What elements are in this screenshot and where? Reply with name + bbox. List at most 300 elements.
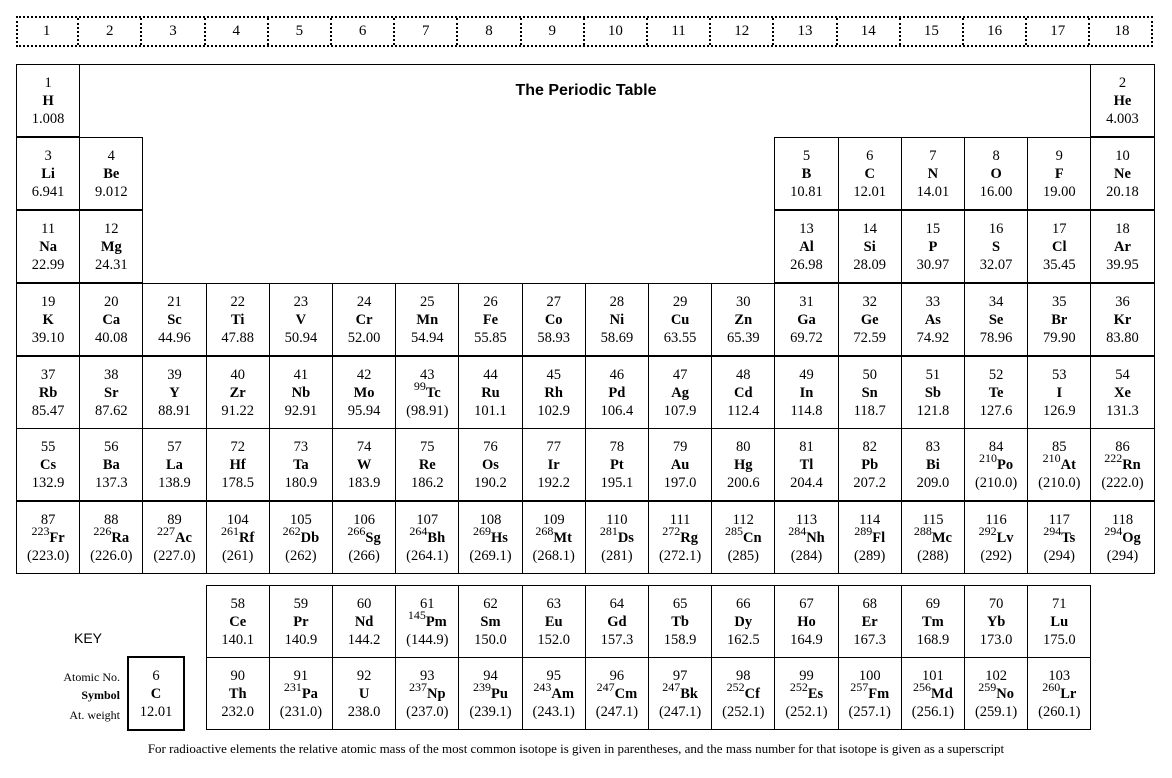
- symbol-text: Hf: [229, 456, 246, 473]
- atomic-weight: (226.0): [90, 547, 133, 564]
- atomic-weight: 35.45: [1042, 256, 1076, 273]
- element-cell-ru: [458, 356, 522, 429]
- element-symbol: [671, 311, 690, 329]
- symbol-text: U: [358, 685, 370, 702]
- symbol-text: B: [801, 165, 812, 182]
- atomic-number: 93: [420, 667, 435, 684]
- element-cell-ti: [206, 283, 270, 356]
- element-cell-ta: [269, 428, 333, 501]
- atomic-weight: (260.1): [1038, 703, 1081, 720]
- element-symbol: [231, 311, 244, 329]
- atomic-number: 51: [925, 366, 941, 383]
- atomic-weight: 197.0: [663, 474, 697, 491]
- key-weight-label: At. weight: [69, 708, 120, 722]
- atomic-number: 108: [479, 511, 502, 528]
- atomic-number: 110: [606, 511, 628, 528]
- atomic-weight: (269.1): [469, 547, 512, 564]
- element-symbol: [355, 613, 374, 631]
- atomic-weight: 162.5: [726, 631, 760, 648]
- symbol-text: Zr: [229, 384, 246, 401]
- element-symbol: [1050, 613, 1068, 631]
- element-cell-n: [901, 137, 965, 210]
- element-symbol: [734, 613, 752, 631]
- mass-number: 247: [596, 679, 615, 694]
- mass-number: 227: [157, 523, 176, 538]
- element-symbol: [662, 523, 698, 547]
- symbol-text: Cn: [743, 529, 762, 546]
- element-symbol: [928, 165, 938, 183]
- element-symbol: [797, 311, 816, 329]
- symbol-text: Ga: [797, 311, 816, 328]
- symbol-text: F: [1054, 165, 1064, 182]
- symbol-text: Fr: [49, 529, 65, 546]
- element-symbol: [987, 613, 1006, 631]
- atomic-number: 56: [104, 438, 119, 455]
- element-cell-hs: [458, 501, 522, 574]
- atomic-weight: 32.07: [979, 256, 1013, 273]
- atomic-weight: (266): [348, 547, 380, 564]
- element-cell-h: [16, 64, 80, 137]
- atomic-weight: 232.0: [221, 703, 254, 720]
- mass-number: 264: [409, 523, 428, 538]
- element-symbol: [789, 679, 824, 703]
- atomic-weight: 88.91: [158, 402, 191, 419]
- element-symbol: [850, 679, 890, 703]
- element-symbol: [167, 311, 182, 329]
- element-symbol: [1104, 450, 1141, 474]
- symbol-text: Er: [861, 613, 878, 630]
- element-symbol: [419, 456, 436, 474]
- symbol-text: Cf: [744, 685, 760, 702]
- atomic-weight: 127.6: [979, 402, 1013, 419]
- symbol-text: Al: [799, 238, 814, 255]
- element-symbol: [282, 523, 320, 547]
- symbol-text: Pr: [293, 613, 309, 630]
- element-symbol: [407, 607, 447, 631]
- element-cell-sb: [901, 356, 965, 429]
- symbol-text: Nb: [291, 384, 311, 401]
- symbol-text: Se: [988, 311, 1004, 328]
- element-cell-lu: [1027, 585, 1091, 658]
- atomic-weight: 63.55: [663, 329, 697, 346]
- element-symbol: [169, 384, 179, 402]
- element-symbol: [42, 311, 53, 329]
- mass-number: 231: [283, 679, 302, 694]
- mass-number: 222: [1104, 450, 1123, 465]
- element-symbol: [990, 165, 1001, 183]
- element-cell-se: [964, 283, 1028, 356]
- element-cell-po: [964, 428, 1028, 501]
- atomic-weight: 47.88: [221, 329, 254, 346]
- group-number: 4: [206, 18, 269, 45]
- atomic-weight: 30.97: [916, 256, 950, 273]
- element-cell-er: [838, 585, 902, 658]
- atomic-number: 76: [483, 438, 498, 455]
- atomic-weight: 207.2: [853, 474, 886, 491]
- atomic-weight: 58.69: [600, 329, 634, 346]
- element-symbol: [1051, 311, 1067, 329]
- symbol-text: Og: [1122, 529, 1141, 546]
- symbol-text: Ce: [229, 613, 247, 630]
- element-symbol: [409, 523, 446, 547]
- element-symbol: [102, 311, 120, 329]
- atomic-weight: 137.3: [94, 474, 128, 491]
- atomic-weight: 102.9: [537, 402, 570, 419]
- group-number: 11: [648, 18, 711, 45]
- element-cell-lr: [1027, 657, 1091, 730]
- symbol-text: Lr: [1060, 685, 1077, 702]
- atomic-weight: 1.008: [31, 110, 65, 127]
- element-symbol: [725, 523, 762, 547]
- atomic-number: 55: [40, 438, 56, 455]
- atomic-weight: 126.9: [1042, 402, 1076, 419]
- atomic-weight: (294): [1043, 547, 1075, 564]
- symbol-text: Si: [863, 238, 876, 255]
- element-symbol: [992, 238, 1000, 256]
- atomic-weight: 157.3: [600, 631, 634, 648]
- atomic-weight: 200.6: [726, 474, 760, 491]
- atomic-weight: 4.003: [1106, 110, 1139, 127]
- symbol-text: Zn: [734, 311, 753, 328]
- element-symbol: [93, 523, 130, 547]
- element-symbol: [413, 378, 441, 402]
- atomic-weight: 9.012: [94, 183, 128, 200]
- element-cell-ne: [1090, 137, 1154, 210]
- element-symbol: [535, 523, 572, 547]
- element-cell-md: [901, 657, 965, 730]
- atomic-number: 117: [1048, 511, 1070, 528]
- atomic-number: 9: [1055, 147, 1063, 164]
- element-symbol: [797, 613, 816, 631]
- mass-number: 268: [535, 523, 554, 538]
- symbol-text: Rn: [1122, 456, 1141, 473]
- atomic-number: 28: [609, 293, 625, 310]
- element-cell-rn: [1090, 428, 1154, 501]
- element-cell-ag: [648, 356, 712, 429]
- element-symbol: [989, 384, 1004, 402]
- symbol-text: Gd: [607, 613, 627, 630]
- symbol-text: At: [1060, 456, 1076, 473]
- atomic-weight: (98.91): [406, 402, 449, 419]
- element-cell-he: [1090, 64, 1154, 137]
- atomic-number: 22: [230, 293, 245, 310]
- element-symbol: [802, 165, 812, 183]
- symbol-text: Pm: [425, 613, 447, 630]
- atomic-number: 112: [732, 511, 754, 528]
- atomic-weight: 131.3: [1106, 402, 1139, 419]
- atomic-number: 40: [230, 366, 245, 383]
- element-symbol: [1055, 165, 1064, 183]
- element-cell-cd: [711, 356, 775, 429]
- atomic-weight: (256.1): [911, 703, 955, 720]
- element-symbol: [862, 384, 878, 402]
- atomic-weight: 192.2: [537, 474, 570, 491]
- element-symbol: [480, 613, 500, 631]
- atomic-number: 67: [799, 595, 814, 612]
- atomic-weight: 144.2: [347, 631, 381, 648]
- atomic-weight: 28.09: [853, 256, 886, 273]
- group-number: 16: [964, 18, 1027, 45]
- atomic-number: 62: [483, 595, 498, 612]
- key-atomic-no-label: Atomic No.: [63, 670, 120, 684]
- atomic-weight: (252.1): [722, 703, 765, 720]
- element-cell-ts: [1027, 501, 1091, 574]
- mass-number: 223: [31, 523, 50, 538]
- element-symbol: [40, 456, 56, 474]
- symbol-text: Db: [300, 529, 320, 546]
- group-number: 14: [838, 18, 901, 45]
- element-symbol: [734, 311, 752, 329]
- atomic-number: 113: [795, 511, 818, 528]
- group-number: 3: [142, 18, 205, 45]
- symbol-text: Ca: [102, 311, 121, 328]
- element-cell-db: [269, 501, 333, 574]
- atomic-weight: 65.39: [726, 329, 760, 346]
- atomic-weight: 209.0: [916, 474, 950, 491]
- atomic-number: 53: [1052, 366, 1067, 383]
- atomic-number: 99: [799, 667, 814, 684]
- symbol-text: Ta: [293, 456, 309, 473]
- element-cell-f: [1027, 137, 1091, 210]
- element-symbol: [229, 685, 247, 703]
- symbol-text: Te: [988, 384, 1004, 401]
- symbol-text: Pd: [608, 384, 626, 401]
- atomic-weight: 52.00: [347, 329, 381, 346]
- symbol-text: Ne: [1114, 165, 1131, 182]
- element-cell-ds: [585, 501, 649, 574]
- element-cell-kr: [1090, 283, 1154, 356]
- mass-number: 294: [1104, 523, 1123, 538]
- element-cell-rb: [16, 356, 80, 429]
- atomic-number: 44: [483, 366, 498, 383]
- element-cell-fe: [458, 283, 522, 356]
- element-cell-br: [1027, 283, 1091, 356]
- atomic-number: 1: [44, 74, 52, 91]
- element-symbol: [928, 238, 937, 256]
- atomic-weight: 183.9: [347, 474, 381, 491]
- atomic-number: 45: [546, 366, 561, 383]
- element-symbol: [544, 384, 563, 402]
- element-cell-cf: [711, 657, 775, 730]
- atomic-weight: 91.22: [221, 402, 254, 419]
- atomic-number: 21: [167, 293, 182, 310]
- symbol-text: Lu: [1050, 613, 1069, 630]
- element-cell-i: [1027, 356, 1091, 429]
- atomic-number: 59: [293, 595, 309, 612]
- element-cell-nh: [774, 501, 838, 574]
- key-example-symbol: C: [150, 685, 162, 702]
- group-number: 10: [585, 18, 648, 45]
- mass-number: 281: [599, 523, 618, 538]
- atomic-number: 69: [925, 595, 941, 612]
- mass-number: 294: [1043, 523, 1062, 538]
- atomic-weight: 12.01: [853, 183, 886, 200]
- symbol-text: Pa: [301, 685, 318, 702]
- element-symbol: [864, 165, 874, 183]
- element-symbol: [157, 523, 192, 547]
- element-cell-bi: [901, 428, 965, 501]
- atomic-weight: 87.62: [94, 402, 128, 419]
- symbol-text: Rb: [38, 384, 58, 401]
- element-cell-as: [901, 283, 965, 356]
- element-symbol: [671, 456, 690, 474]
- element-symbol: [347, 523, 381, 547]
- element-symbol: [359, 685, 369, 703]
- element-cell-og: [1090, 501, 1154, 574]
- element-symbol: [548, 456, 560, 474]
- atomic-number: 26: [483, 293, 498, 310]
- atomic-number: 114: [859, 511, 881, 528]
- element-symbol: [293, 613, 308, 631]
- mass-number: 284: [788, 523, 807, 538]
- element-symbol: [608, 384, 625, 402]
- atomic-number: 82: [862, 438, 877, 455]
- atomic-number: 57: [167, 438, 182, 455]
- symbol-text: Rh: [544, 384, 563, 401]
- element-symbol: [854, 523, 886, 547]
- element-cell-hg: [711, 428, 775, 501]
- atomic-number: 79: [672, 438, 688, 455]
- atomic-number: 78: [609, 438, 625, 455]
- mass-number: 285: [725, 523, 743, 538]
- group-number: 18: [1114, 23, 1130, 39]
- element-symbol: [473, 679, 508, 703]
- symbol-text: Re: [418, 456, 436, 473]
- element-cell-pm: [395, 585, 459, 658]
- element-cell-at: [1027, 428, 1091, 501]
- atomic-number: 23: [293, 293, 309, 310]
- mass-number: 243: [533, 679, 552, 694]
- element-symbol: [800, 456, 814, 474]
- symbol-text: P: [928, 238, 938, 255]
- atomic-weight: 173.0: [979, 631, 1013, 648]
- element-symbol: [230, 456, 246, 474]
- atomic-weight: (144.9): [406, 631, 449, 648]
- element-cell-sn: [838, 356, 902, 429]
- symbol-text: Ra: [111, 529, 130, 546]
- atomic-number: 88: [104, 511, 119, 528]
- element-cell-ir: [522, 428, 586, 501]
- atomic-weight: 26.98: [790, 256, 823, 273]
- element-cell-fr: [16, 501, 80, 574]
- element-cell-mo: [332, 356, 396, 429]
- symbol-text: Tl: [799, 456, 814, 473]
- symbol-text: Mg: [100, 238, 122, 255]
- mass-number: 288: [913, 523, 932, 538]
- atomic-number: 96: [609, 667, 625, 684]
- atomic-number: 90: [230, 667, 245, 684]
- element-cell-am: [522, 657, 586, 730]
- symbol-text: Ts: [1061, 529, 1076, 546]
- element-cell-ge: [838, 283, 902, 356]
- symbol-text: Sb: [924, 384, 941, 401]
- element-symbol: [926, 456, 940, 474]
- element-symbol: [726, 679, 760, 703]
- symbol-text: K: [42, 311, 54, 328]
- element-symbol: [1056, 384, 1062, 402]
- atomic-number: 49: [799, 366, 814, 383]
- atomic-number: 18: [1115, 220, 1130, 237]
- element-symbol: [610, 311, 625, 329]
- element-cell-pt: [585, 428, 649, 501]
- symbol-text: Cm: [614, 685, 638, 702]
- atomic-number: 109: [542, 511, 565, 528]
- atomic-number: 103: [1048, 667, 1071, 684]
- element-symbol: [296, 311, 306, 329]
- mass-number: 145: [407, 607, 426, 622]
- atomic-weight: 204.4: [790, 474, 823, 491]
- symbol-text: Hs: [491, 529, 508, 546]
- element-symbol: [104, 384, 119, 402]
- element-symbol: [545, 613, 563, 631]
- atomic-number: 75: [420, 438, 435, 455]
- symbol-text: Mo: [353, 384, 375, 401]
- symbol-text: Fm: [868, 685, 890, 702]
- symbol-text: Be: [103, 165, 120, 182]
- atomic-number: 87: [40, 511, 56, 528]
- key-example-weight: 12.01: [139, 703, 173, 720]
- atomic-number: 17: [1052, 220, 1067, 237]
- mass-number: 210: [1042, 450, 1061, 465]
- element-symbol: [356, 311, 373, 329]
- page-title: The Periodic Table: [515, 82, 657, 99]
- mass-number: 292: [978, 523, 997, 538]
- mass-number: 269: [473, 523, 492, 538]
- element-cell-th: [206, 657, 270, 730]
- element-cell-pu: [458, 657, 522, 730]
- atomic-number: 70: [988, 595, 1004, 612]
- group-number: 6: [332, 18, 395, 45]
- atomic-weight: 40.08: [94, 329, 128, 346]
- atomic-weight: 238.0: [347, 703, 381, 720]
- mass-number: 257: [850, 679, 869, 694]
- atomic-weight: (239.1): [469, 703, 512, 720]
- atomic-number: 35: [1052, 293, 1067, 310]
- symbol-text: Sc: [167, 311, 182, 328]
- element-cell-sr: [79, 356, 143, 429]
- symbol-text: V: [295, 311, 307, 328]
- atomic-weight: 138.9: [158, 474, 191, 491]
- element-cell-la: [142, 428, 206, 501]
- mass-number: 256: [913, 679, 932, 694]
- atomic-weight: (268.1): [532, 547, 575, 564]
- element-cell-p: [901, 210, 965, 283]
- group-number: 9: [522, 18, 585, 45]
- atomic-number: 74: [356, 438, 372, 455]
- element-symbol: [31, 523, 65, 547]
- element-cell-ar: [1090, 210, 1154, 283]
- element-cell-o: [964, 137, 1028, 210]
- atomic-number: 8: [992, 147, 1000, 164]
- group-number: 15: [901, 18, 964, 45]
- atomic-weight: (294): [1106, 547, 1139, 564]
- symbol-text: Li: [41, 165, 55, 182]
- atomic-weight: 85.47: [31, 402, 65, 419]
- atomic-number: 43: [420, 366, 435, 383]
- group-number: 13: [774, 18, 837, 45]
- atomic-weight: 16.00: [979, 183, 1013, 200]
- symbol-text: Pu: [491, 685, 508, 702]
- atomic-weight: 121.8: [916, 402, 950, 419]
- element-cell-tc: [395, 356, 459, 429]
- symbol-text: Bk: [680, 685, 698, 702]
- element-cell-li: [16, 137, 80, 210]
- element-symbol: [483, 311, 498, 329]
- group-number: 2: [79, 18, 142, 45]
- element-cell-ho: [774, 585, 838, 658]
- atomic-weight: (288): [917, 547, 949, 564]
- element-symbol: [734, 384, 753, 402]
